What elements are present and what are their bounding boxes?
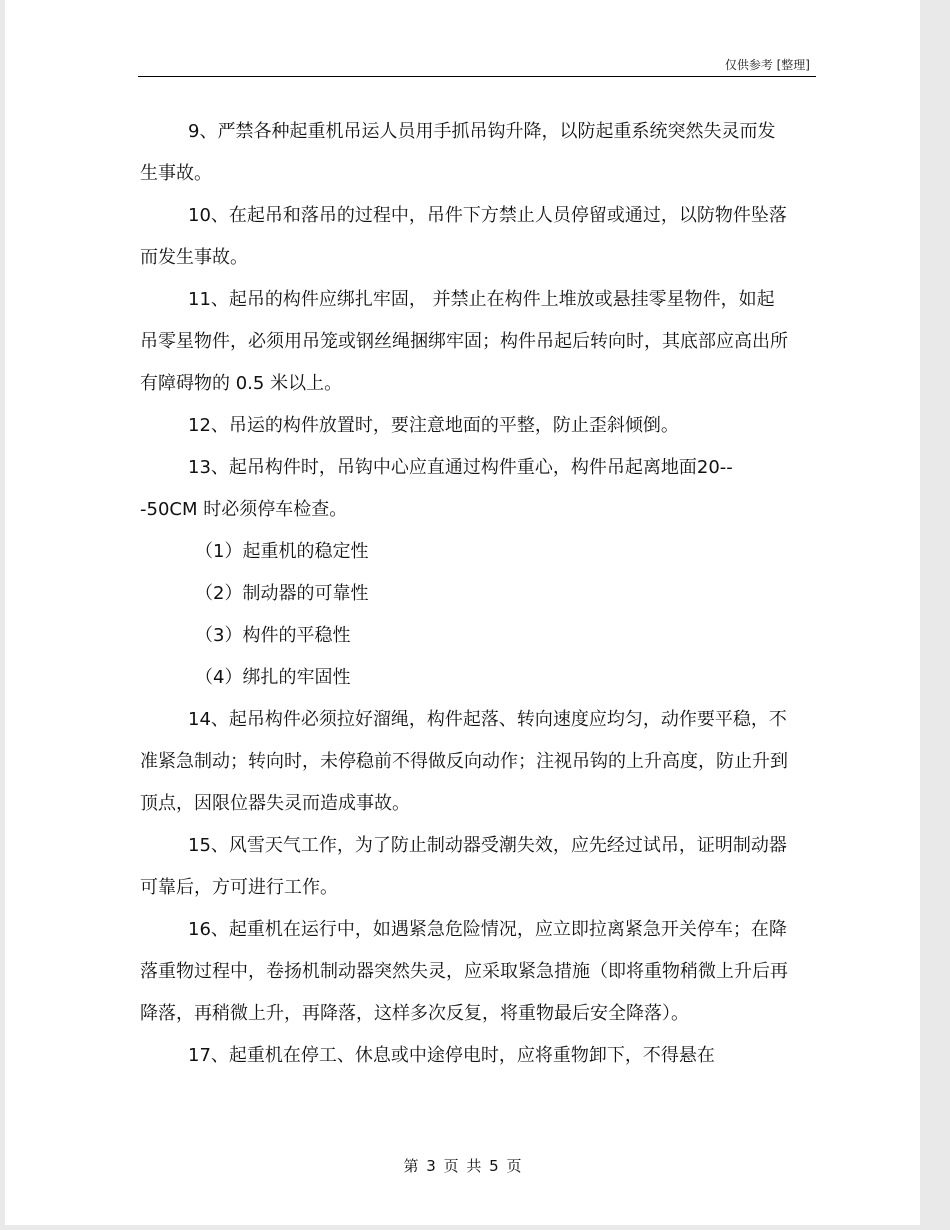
paragraph-13: 13、起吊构件时，吊钩中心应直通过构件重心，构件吊起离地面20---50CM 时必须停车检查。 — [140, 457, 733, 520]
paragraph-10: 10、在起吊和落吊的过程中，吊件下方禁止人员停留或通过，以防物件坠落而发生事故。 — [140, 205, 787, 268]
paragraph-11: 11、起吊的构件应绑扎牢固， 并禁止在构件上堆放或悬挂零星物件，如起吊零星物件，必须用吊笼或钢丝绳捆绑牢固；构件吊起后转向时，其底部应高出所有障碍物的 0.5 米以上。 — [140, 289, 788, 394]
page-number-footer: 第 3 页 共 5 页 — [403, 1157, 522, 1175]
document-page — [5, 0, 920, 1225]
paragraph-9: 9、严禁各种起重机吊运人员用手抓吊钩升降，以防起重系统突然失灵而发生事故。 — [140, 121, 776, 184]
sub-item-1: （1）起重机的稳定性 — [195, 541, 369, 562]
sub-item-2: （2）制动器的可靠性 — [195, 583, 369, 604]
header-rule — [138, 76, 816, 77]
paragraph-14: 14、起吊构件必须拉好溜绳，构件起落、转向速度应均匀，动作要平稳，不准紧急制动；转向时，未停稳前不得做反向动作；注视吊钩的上升高度，防止升到顶点，因限位器失灵而造成事故。 — [140, 709, 788, 814]
sub-item-4: （4）绑扎的牢固性 — [195, 667, 351, 688]
sub-item-3: （3）构件的平稳性 — [195, 625, 351, 646]
paragraph-16: 16、起重机在运行中，如遇紧急危险情况，应立即拉离紧急开关停车；在降落重物过程中，卷扬机制动器突然失灵，应采取紧急措施（即将重物稍微上升后再降落，再稍微上升，再降落，这样多次反复，将重物最后安全降落）。 — [140, 919, 788, 1024]
document-body — [140, 111, 790, 1077]
paragraph-15: 15、风雪天气工作，为了防止制动器受潮失效，应先经过试吊，证明制动器可靠后，方可进行工作。 — [140, 835, 787, 898]
header-note: 仅供参考 [整理] — [724, 58, 810, 72]
paragraph-12: 12、吊运的构件放置时，要注意地面的平整，防止歪斜倾倒。 — [188, 415, 679, 436]
paragraph-17: 17、起重机在停工、休息或中途停电时，应将重物卸下，不得悬在 — [188, 1045, 715, 1066]
